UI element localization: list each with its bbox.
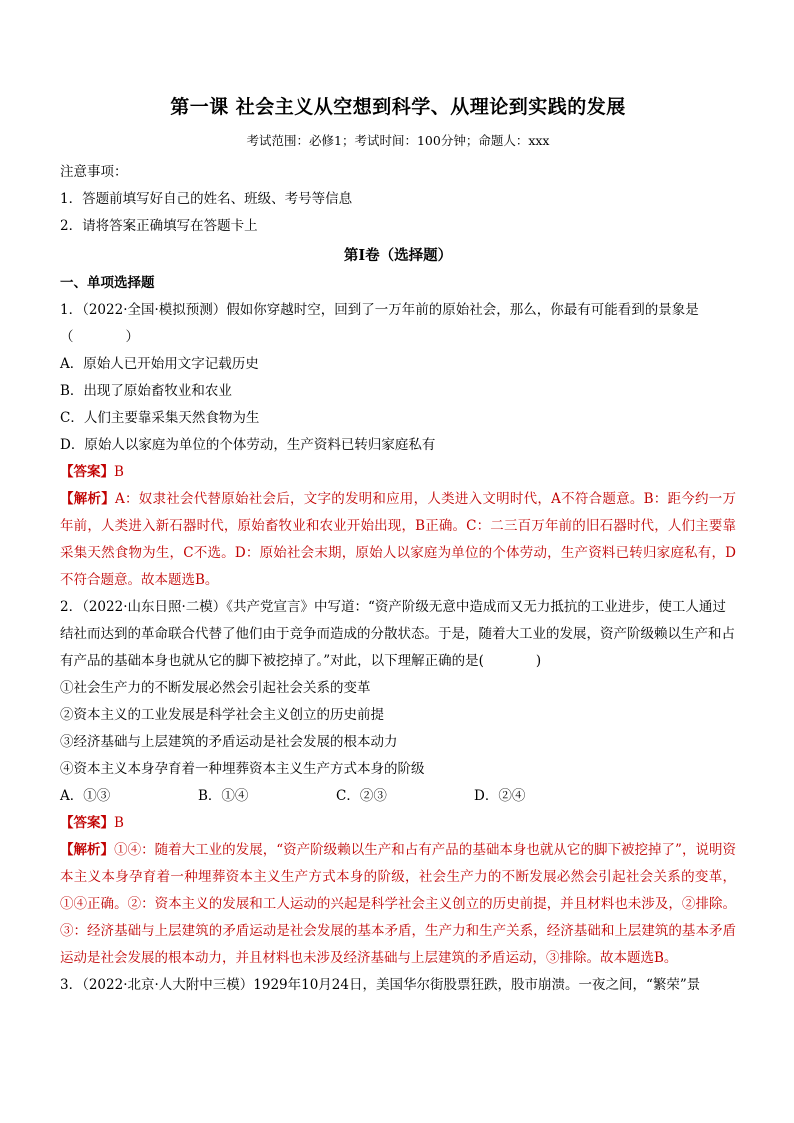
- option-d: D．②④: [474, 788, 526, 804]
- question-1: [60, 297, 736, 594]
- section-heading: 一、单项选择题: [60, 275, 155, 291]
- option-b: B．出现了原始畜牧业和农业: [60, 383, 232, 399]
- statement: ④资本主义本身孕育着一种埋葬资本主义生产方式本身的阶级: [60, 761, 425, 777]
- option-d: D．原始人以家庭为单位的个体劳动，生产资料已转归家庭私有: [60, 437, 436, 453]
- notice-item: 2．请将答案正确填写在答题卡上: [60, 218, 258, 234]
- question-3: [60, 972, 736, 999]
- analysis: 【解析】①④：随着大工业的发展，“资产阶级赖以生产和占有产品的基础本身也就从它的脚下被挖掉了”，说明资本主义本身孕育着一种埋葬资本主义生产方式本身的阶级，社会生产力的不断发展必然会引起社会关系的变革，①④正确。②：资本主义的发展和工人运动的兴起是科学社会主义创立的历史前提，并且材料也未涉及，②排除。③：经济基础与上层建筑的矛盾运动是社会发展的基本矛盾，生产力和生产关系，经济基础和上层建筑的基本矛盾运动是社会发展的根本动力，并且材料也未涉及经济基础与上层建筑的矛盾运动，③排除。故本题选B。: [60, 842, 736, 966]
- exam-info: 考试范围：必修1；考试时间：100分钟；命题人：xxx: [246, 133, 550, 148]
- statement: ①社会生产力的不断发展必然会引起社会关系的变革: [60, 680, 371, 696]
- answer: 【答案】B: [60, 464, 124, 480]
- option-c: C．人们主要靠采集天然食物为生: [60, 410, 260, 426]
- question-2: [60, 594, 736, 972]
- option-a: A．①③: [60, 788, 111, 804]
- option-b: B．①④: [198, 788, 249, 804]
- answer-bracket: （ ）: [60, 329, 139, 345]
- notice-item: 1．答题前填写好自己的姓名、班级、考号等信息: [60, 191, 353, 207]
- page-title: 第一课 社会主义从空想到科学、从理论到实践的发展: [170, 96, 626, 118]
- document-page: [60, 92, 736, 999]
- option-c: C．②③: [336, 788, 387, 804]
- volume-title: 第I卷（选择题）: [343, 247, 453, 264]
- statement: ②资本主义的工业发展是科学社会主义创立的历史前提: [60, 707, 384, 723]
- option-a: A．原始人已开始用文字记载历史: [60, 356, 259, 372]
- options-row: [60, 783, 736, 810]
- question-stem: 2．（2022·山东日照·二模）《共产党宣言》中写道：“资产阶级无意中造成而又无力抵抗的工业进步，使工人通过结社而达到的革命联合代替了他们由于竞争而造成的分散状态。于是，随着大工业的发展，资产阶级赖以生产和占有产品的基础本身也就从它的脚下被挖掉了。”对此，以下理解正确的是( ): [60, 599, 735, 669]
- question-stem: 3．（2022·北京·人大附中三模）1929年10月24日，美国华尔街股票狂跌，股市崩溃。一夜之间，“繁荣”景: [60, 977, 701, 993]
- notice-heading: 注意事项：: [60, 164, 128, 180]
- answer: 【答案】B: [60, 815, 124, 831]
- statement: ③经济基础与上层建筑的矛盾运动是社会发展的根本动力: [60, 734, 398, 750]
- analysis: 【解析】A：奴隶社会代替原始社会后，文字的发明和应用，人类进入文明时代，A不符合题意。B：距今约一万年前，人类进入新石器时代，原始畜牧业和农业开始出现，B正确。C：二三百万年前的旧石器时代，人们主要靠采集天然食物为生，C不选。D：原始社会末期，原始人以家庭为单位的个体劳动，生产资料已转归家庭私有，D不符合题意。故本题选B。: [60, 491, 737, 588]
- question-stem: 1．（2022·全国·模拟预测）假如你穿越时空，回到了一万年前的原始社会，那么，你最有可能看到的景象是: [60, 302, 699, 318]
